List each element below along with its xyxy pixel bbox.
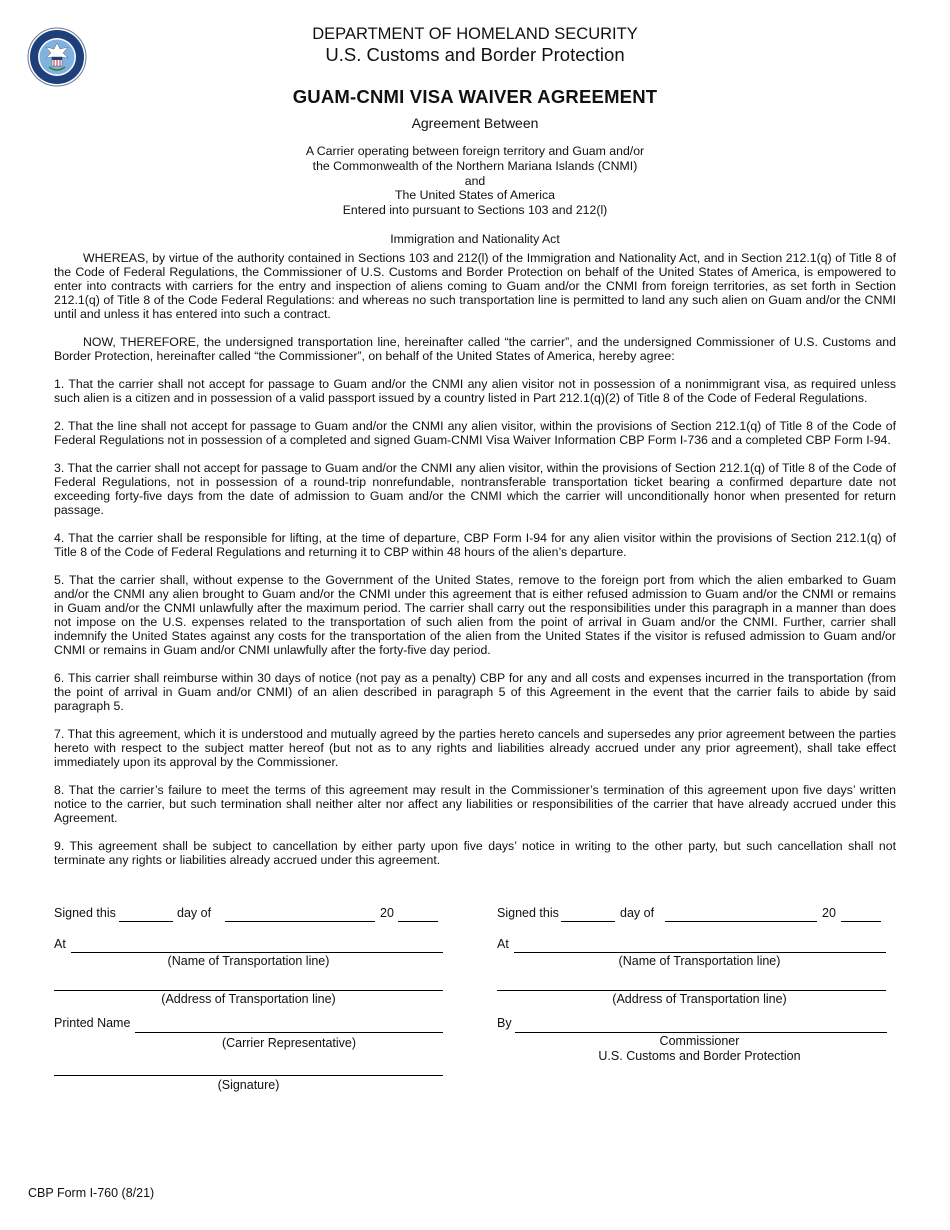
carrier-representative-caption: (Carrier Representative)	[221, 1036, 357, 1050]
parties-line: the Commonwealth of the Northern Mariana Islands (CNMI)	[312, 158, 638, 173]
at-label: At	[497, 937, 509, 951]
clause-3: 3. That the carrier shall not accept for passage to Guam and/or the CNMI any alien visitor, within the provisions of Section 212.1(q) of Title 8 of the Code of Federal Regulations, not in possession of a round-trip nonrefundable, nontransferable transportation ticket bearing a confirmed departure date not exceeding forty-five days from the date of admission to Guam and/or the CNMI which the carrier will unconditionally honor when presented for return passage.	[54, 461, 896, 517]
clause-1: 1. That the carrier shall not accept for passage to Guam and/or the CNMI any alien visitor not in possession of a nonimmigrant visa, as required unless such alien is a citizen and in possession of a valid passport issued by a country listed in Part 212.1(q)(2) of Title 8 of the Code of Federal Regulations.	[54, 376, 896, 405]
commissioner-year-field[interactable]	[841, 921, 881, 922]
commissioner-address-field[interactable]	[497, 990, 886, 991]
commissioner-signature-field[interactable]	[515, 1032, 887, 1033]
day-of-label: day of	[177, 906, 212, 920]
document-subtitle: Agreement Between	[411, 115, 539, 131]
by-label: By	[497, 1016, 512, 1030]
address-caption: (Address of Transportation line)	[612, 992, 787, 1006]
commissioner-agency: U.S. Customs and Border Protection	[598, 1049, 801, 1063]
carrier-signature-field[interactable]	[54, 1075, 443, 1076]
clause-7: 7. That this agreement, which it is understood and mutually agreed by the parties hereto cancels and supersedes any prior agreement between the parties hereto with respect to the subject matter hereof (but not as to any rights and liabilities already accrued under any prior agreement), shall take effect immediately upon its approval by the Commissioner.	[54, 726, 896, 769]
clause-6: 6. This carrier shall reimburse within 30 days of notice (not pay as a penalty) CBP for any and all costs and expenses incurred in the transportation (from the point of arrival in Guam and/or CNMI) of an alien described in paragraph 5 of this Agreement in the event that the carrier fails to abide by said paragraph 5.	[54, 670, 896, 713]
clause-9: 9. This agreement shall be subject to cancellation by either party upon five days’ notice in writing to the other party, but such cancellation shall not terminate any rights or liabilities already accrued under this agreement.	[54, 838, 896, 867]
department-name: DEPARTMENT OF HOMELAND SECURITY	[312, 25, 638, 43]
now-therefore-paragraph: NOW, THEREFORE, the undersigned transportation line, hereinafter called “the carrier”, and the undersigned Commissioner of U.S. Customs and Border Protection, hereinafter called “the Commissioner”, on behalf of the United States of America, hereby agree:	[54, 334, 896, 363]
clause-5: 5. That the carrier shall, without expense to the Government of the United States, remove to the foreign port from which the alien embarked to Guam and/or the CNMI any alien brought to Guam and/or the CNMI under this agreement that is either refused admission to Guam and/or the CNMI or remains in Guam and/or the CNMI unlawfully after the maximum period. The carrier shall carry out the responsibilities under this paragraph in a manner than does not impose on the U.S. expenses related to the transportation of such alien from the point of arrival in Guam and/or the CNMI. Further, carrier shall indemnify the United States against any costs for the transportation of the alien from the United States if the visitor is refused admission to Guam and/or CNMI or remains in Guam and/or CNMI unlawfully after the forty-five day period.	[54, 573, 896, 657]
whereas-paragraph: WHEREAS, by virtue of the authority contained in Sections 103 and 212(l) of the Immigration and Nationality Act, and in Section 212.1(q) of Title 8 of the Code of Federal Regulations, the Commissioner of U.S. Customs and Border Protection on behalf of the United States of America, is empowered to enter into contracts with carriers for the entry and inspection of aliens coming to Guam and/or the CNMI from foreign territories, as set forth in Section 212.1(q) of Title 8 of the Code Federal Regulations: and whereas no such transportation line is permitted to land any such alien on Guam and/or the CNMI until and unless it has entered into such a contract.	[54, 251, 896, 321]
day-of-label: day of	[620, 906, 655, 920]
agency-name: U.S. Customs and Border Protection	[325, 44, 625, 65]
year-prefix-label: 20	[380, 906, 394, 920]
printed-name-field[interactable]	[135, 1032, 443, 1033]
document-header	[0, 24, 950, 247]
at-label: At	[54, 937, 66, 951]
parties-block	[0, 144, 950, 218]
agreement-body	[54, 252, 896, 882]
commissioner-title: Commissioner	[659, 1034, 740, 1048]
transportation-line-name-field[interactable]	[71, 952, 443, 953]
parties-line: and	[464, 173, 486, 188]
year-prefix-label: 20	[822, 906, 836, 920]
document-title: GUAM-CNMI VISA WAIVER AGREEMENT	[292, 86, 658, 107]
commissioner-location-field[interactable]	[514, 952, 886, 953]
act-name: Immigration and Nationality Act	[390, 231, 560, 246]
signature-caption: (Signature)	[217, 1078, 280, 1092]
commissioner-month-field[interactable]	[665, 921, 817, 922]
address-caption: (Address of Transportation line)	[161, 992, 336, 1006]
transportation-line-address-field[interactable]	[54, 990, 443, 991]
signed-this-label: Signed this	[54, 906, 116, 920]
carrier-month-field[interactable]	[225, 921, 375, 922]
commissioner-day-field[interactable]	[561, 921, 615, 922]
name-caption: (Name of Transportation line)	[618, 954, 781, 968]
parties-line: Entered into pursuant to Sections 103 and 212(l)	[342, 203, 608, 218]
carrier-year-field[interactable]	[398, 921, 438, 922]
form-id: CBP Form I-760 (8/21)	[28, 1186, 155, 1200]
parties-line: A Carrier operating between foreign territory and Guam and/or	[305, 144, 645, 158]
parties-line: The United States of America	[395, 188, 555, 203]
printed-name-label: Printed Name	[54, 1016, 131, 1030]
clause-2: 2. That the line shall not accept for passage to Guam and/or the CNMI any alien visitor, within the provisions of Section 212.1(q) of Title 8 of the Code of Federal Regulations not in possession of a completed and signed Guam-CNMI Visa Waiver Information CBP Form I-736 and a completed CBP Form I-94.	[54, 419, 896, 447]
clause-8: 8. That the carrier’s failure to meet the terms of this agreement may result in the Commissioner’s termination of this agreement upon five days’ written notice to the carrier, but such termination shall neither alter nor affect any liabilities or responsibilities of the carrier that have already accrued under this Agreement.	[54, 782, 896, 825]
clause-4: 4. That the carrier shall be responsible for lifting, at the time of departure, CBP Form I-94 for any alien visitor within the provisions of Section 212.1(q) of Title 8 of the Code of Federal Regulations and returning it to CBP within 48 hours of the alien’s departure.	[54, 531, 896, 559]
name-caption: (Name of Transportation line)	[167, 954, 330, 968]
carrier-day-field[interactable]	[119, 921, 173, 922]
signed-this-label: Signed this	[497, 906, 559, 920]
